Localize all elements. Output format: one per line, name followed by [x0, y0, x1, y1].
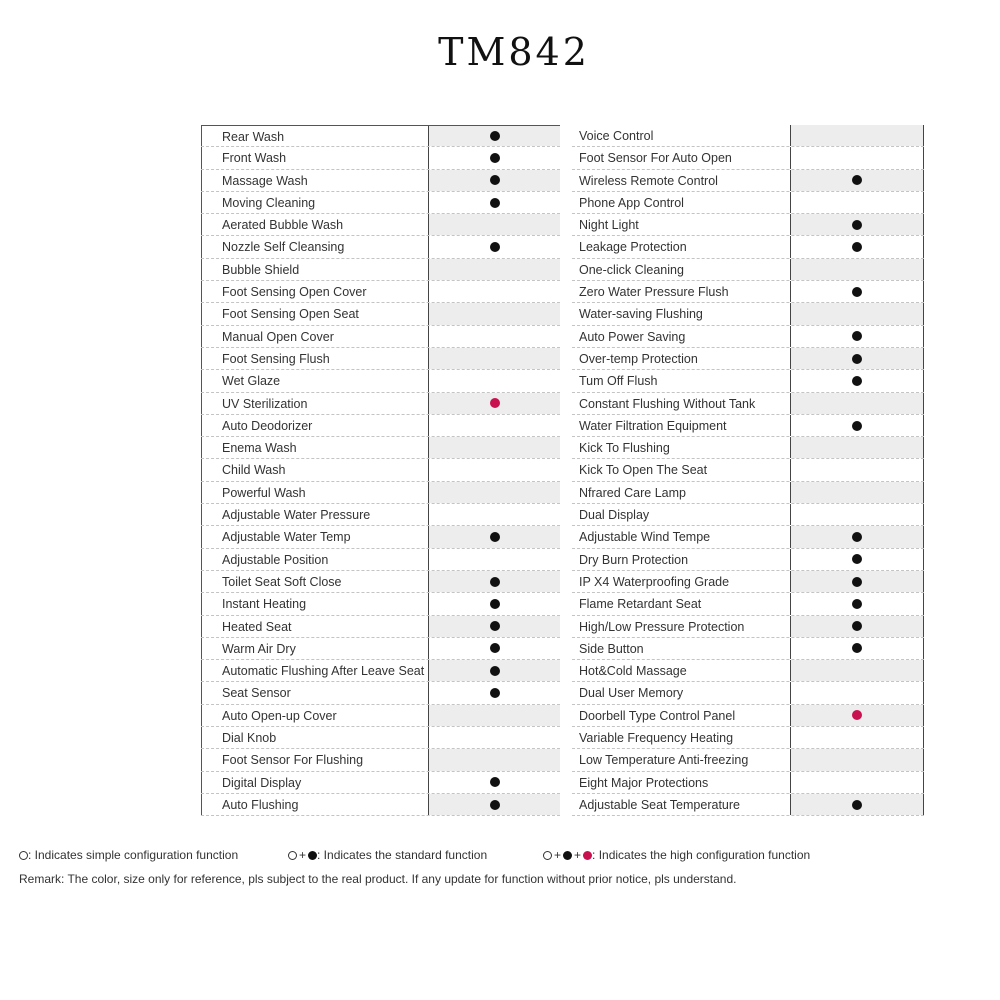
legend-high [543, 848, 810, 862]
feature-mark-cell [790, 616, 924, 637]
feature-row [201, 437, 560, 459]
black-dot-icon [852, 354, 862, 364]
feature-mark-cell [428, 549, 560, 570]
legend-high-text: : Indicates the high configuration function [592, 848, 811, 862]
feature-name: Water Filtration Equipment [579, 418, 727, 433]
feature-mark-cell [790, 348, 924, 369]
feature-name: Dual Display [579, 508, 650, 523]
feature-row [201, 772, 560, 794]
feature-row [201, 415, 560, 437]
feature-name: IP X4 Waterproofing Grade [579, 574, 730, 589]
feature-name: Adjustable Position [201, 549, 428, 570]
feature-row [201, 749, 560, 771]
feature-name: One-click Cleaning [579, 262, 684, 277]
feature-mark-cell [790, 571, 924, 592]
feature-mark-cell [428, 459, 560, 480]
feature-row [201, 593, 560, 615]
feature-row [572, 281, 924, 303]
feature-mark-cell [790, 727, 924, 748]
feature-row [572, 482, 924, 504]
feature-name: Manual Open Cover [201, 326, 428, 347]
feature-row [572, 504, 924, 526]
page-title: TM842 [438, 30, 590, 74]
feature-row [201, 170, 560, 192]
black-dot-icon [852, 376, 862, 386]
feature-row [201, 303, 560, 325]
feature-name: Foot Sensor For Auto Open [579, 151, 732, 166]
feature-row [572, 259, 924, 281]
feature-row [201, 660, 560, 682]
feature-mark-cell [790, 370, 924, 391]
feature-mark-cell [790, 705, 924, 726]
feature-row [201, 549, 560, 571]
feature-mark-cell [428, 682, 560, 703]
black-dot-icon [490, 800, 500, 810]
feature-row [572, 170, 924, 192]
feature-mark-cell [428, 326, 560, 347]
black-dot-icon [852, 175, 862, 185]
feature-mark-cell [428, 616, 560, 637]
feature-name: Bubble Shield [201, 259, 428, 280]
black-dot-icon [852, 554, 862, 564]
feature-mark-cell [428, 126, 560, 146]
feature-name: Over-temp Protection [579, 351, 698, 366]
black-dot-icon [852, 621, 862, 631]
feature-name: Tum Off Flush [579, 374, 658, 389]
feature-name: Enema Wash [201, 437, 428, 458]
feature-mark-cell [790, 393, 924, 414]
feature-mark-cell [790, 772, 924, 793]
feature-mark-cell [428, 727, 560, 748]
black-dot-icon [490, 153, 500, 163]
feature-row [201, 236, 560, 258]
feature-row [572, 348, 924, 370]
feature-name: Auto Flushing [201, 794, 428, 815]
feature-mark-cell [790, 482, 924, 503]
feature-row [201, 281, 560, 303]
feature-name: Nfrared Care Lamp [579, 485, 686, 500]
feature-name: Dial Knob [201, 727, 428, 748]
black-dot-icon [563, 851, 572, 860]
feature-name: Zero Water Pressure Flush [579, 285, 729, 300]
feature-name: Low Temperature Anti-freezing [579, 753, 749, 768]
black-dot-icon [490, 643, 500, 653]
feature-mark-cell [790, 303, 924, 324]
black-dot-icon [852, 532, 862, 542]
black-dot-icon [490, 131, 500, 141]
black-dot-icon [852, 599, 862, 609]
feature-mark-cell [428, 772, 560, 793]
feature-row [201, 705, 560, 727]
feature-mark-cell [790, 749, 924, 770]
feature-row [572, 526, 924, 548]
black-dot-icon [490, 599, 500, 609]
black-dot-icon [852, 800, 862, 810]
feature-mark-cell [428, 482, 560, 503]
black-dot-icon [490, 577, 500, 587]
feature-name: Dry Burn Protection [579, 552, 689, 567]
feature-table [201, 125, 924, 817]
black-dot-icon [490, 198, 500, 208]
feature-mark-cell [428, 705, 560, 726]
feature-row [201, 794, 560, 816]
feature-mark-cell [428, 214, 560, 235]
feature-row [572, 772, 924, 794]
feature-row [201, 682, 560, 704]
feature-row [572, 192, 924, 214]
feature-row [201, 616, 560, 638]
feature-row [201, 727, 560, 749]
feature-name: Seat Sensor [201, 682, 428, 703]
feature-name: Side Button [579, 641, 644, 656]
feature-name: Massage Wash [201, 170, 428, 191]
feature-row [201, 192, 560, 214]
open-circle-icon [19, 851, 28, 860]
feature-mark-cell [428, 749, 560, 770]
feature-mark-cell [428, 571, 560, 592]
feature-name: Nozzle Self Cleansing [201, 236, 428, 257]
feature-mark-cell [790, 326, 924, 347]
feature-name: Adjustable Water Temp [201, 526, 428, 547]
feature-mark-cell [428, 794, 560, 815]
feature-mark-cell [428, 638, 560, 659]
feature-name: Moving Cleaning [201, 192, 428, 213]
feature-name: Wet Glaze [201, 370, 428, 391]
feature-row [572, 549, 924, 571]
feature-mark-cell [428, 526, 560, 547]
feature-mark-cell [790, 170, 924, 191]
feature-row [572, 214, 924, 236]
feature-mark-cell [790, 214, 924, 235]
feature-row [572, 393, 924, 415]
feature-row [572, 794, 924, 816]
feature-mark-cell [790, 459, 924, 480]
feature-mark-cell [790, 794, 924, 815]
feature-row [572, 303, 924, 325]
feature-name: Flame Retardant Seat [579, 597, 702, 612]
feature-name: Auto Open-up Cover [201, 705, 428, 726]
feature-row [572, 125, 924, 147]
feature-mark-cell [790, 236, 924, 257]
feature-row [201, 526, 560, 548]
feature-mark-cell [428, 504, 560, 525]
feature-row [572, 638, 924, 660]
black-dot-icon [852, 242, 862, 252]
feature-row [201, 571, 560, 593]
feature-row [572, 147, 924, 169]
feature-name: Hot&Cold Massage [579, 664, 687, 679]
feature-mark-cell [790, 147, 924, 168]
black-dot-icon [852, 287, 862, 297]
feature-row [572, 616, 924, 638]
feature-mark-cell [790, 593, 924, 614]
black-dot-icon [490, 621, 500, 631]
feature-name: Toilet Seat Soft Close [201, 571, 428, 592]
feature-row [201, 259, 560, 281]
feature-name: Auto Power Saving [579, 329, 686, 344]
feature-mark-cell [428, 415, 560, 436]
feature-name: Automatic Flushing After Leave Seat [201, 660, 428, 681]
feature-name: Adjustable Wind Tempe [579, 530, 711, 545]
black-dot-icon [490, 688, 500, 698]
feature-row [572, 459, 924, 481]
feature-row [572, 705, 924, 727]
feature-name: Water-saving Flushing [579, 307, 703, 322]
open-circle-icon [543, 851, 552, 860]
feature-mark-cell [428, 147, 560, 168]
feature-row [201, 482, 560, 504]
feature-name: Foot Sensing Open Cover [201, 281, 428, 302]
black-dot-icon [490, 666, 500, 676]
feature-row [572, 727, 924, 749]
feature-mark-cell [428, 281, 560, 302]
feature-name: Eight Major Protections [579, 775, 709, 790]
black-dot-icon [308, 851, 317, 860]
feature-name: Warm Air Dry [201, 638, 428, 659]
feature-mark-cell [790, 281, 924, 302]
black-dot-icon [490, 242, 500, 252]
feature-row [201, 214, 560, 236]
feature-mark-cell [428, 437, 560, 458]
feature-mark-cell [790, 549, 924, 570]
feature-mark-cell [428, 259, 560, 280]
feature-row [201, 326, 560, 348]
feature-name: Instant Heating [201, 593, 428, 614]
black-dot-icon [490, 777, 500, 787]
feature-row [572, 749, 924, 771]
feature-name: Voice Control [579, 129, 654, 143]
feature-name: Heated Seat [201, 616, 428, 637]
feature-name: Wireless Remote Control [579, 173, 718, 188]
feature-row [201, 638, 560, 660]
feature-mark-cell [428, 348, 560, 369]
black-dot-icon [852, 643, 862, 653]
feature-mark-cell [790, 682, 924, 703]
feature-row [201, 370, 560, 392]
feature-row [572, 593, 924, 615]
red-dot-icon [852, 710, 862, 720]
feature-mark-cell [790, 415, 924, 436]
feature-mark-cell [790, 259, 924, 280]
feature-mark-cell [428, 370, 560, 391]
feature-row [201, 147, 560, 169]
feature-name: Front Wash [201, 147, 428, 168]
feature-mark-cell [428, 393, 560, 414]
black-dot-icon [490, 532, 500, 542]
feature-name: Foot Sensing Open Seat [201, 303, 428, 324]
black-dot-icon [852, 577, 862, 587]
remark-text: Remark: The color, size only for reference, pls subject to the real product. If any update for function without prior notice, pls understand. [19, 872, 737, 886]
feature-name: Adjustable Water Pressure [201, 504, 428, 525]
legend-standard-text: : Indicates the standard function [317, 848, 488, 862]
feature-row [572, 437, 924, 459]
feature-name: High/Low Pressure Protection [579, 619, 745, 634]
feature-name: Digital Display [201, 772, 428, 793]
legend-simple-text: : Indicates simple configuration function [28, 848, 239, 862]
feature-row [572, 415, 924, 437]
feature-name: Auto Deodorizer [201, 415, 428, 436]
plus-sign: + [554, 848, 562, 862]
feature-row [572, 326, 924, 348]
black-dot-icon [852, 331, 862, 341]
feature-name: Kick To Flushing [579, 441, 670, 456]
feature-name: Rear Wash [201, 126, 428, 146]
open-circle-icon [288, 851, 297, 860]
feature-name: Dual User Memory [579, 686, 684, 701]
feature-name: Aerated Bubble Wash [201, 214, 428, 235]
feature-mark-cell [790, 638, 924, 659]
feature-row [201, 125, 560, 147]
feature-column-right [572, 125, 924, 816]
feature-mark-cell [790, 437, 924, 458]
feature-mark-cell [428, 170, 560, 191]
feature-name: Doorbell Type Control Panel [579, 708, 736, 723]
feature-row [572, 660, 924, 682]
feature-mark-cell [428, 192, 560, 213]
feature-row [572, 236, 924, 258]
black-dot-icon [490, 175, 500, 185]
feature-name: Leakage Protection [579, 240, 687, 255]
feature-row [201, 393, 560, 415]
red-dot-icon [583, 851, 592, 860]
feature-row [201, 459, 560, 481]
feature-name: Powerful Wash [201, 482, 428, 503]
feature-name: Child Wash [201, 459, 428, 480]
feature-row [572, 571, 924, 593]
feature-mark-cell [790, 526, 924, 547]
feature-mark-cell [790, 192, 924, 213]
red-dot-icon [490, 398, 500, 408]
black-dot-icon [852, 421, 862, 431]
feature-mark-cell [428, 303, 560, 324]
feature-row [201, 504, 560, 526]
feature-name: UV Sterilization [201, 393, 428, 414]
black-dot-icon [852, 220, 862, 230]
plus-sign: + [299, 848, 307, 862]
feature-mark-cell [428, 660, 560, 681]
feature-name: Kick To Open The Seat [579, 463, 708, 478]
feature-name: Foot Sensing Flush [201, 348, 428, 369]
feature-name: Adjustable Seat Temperature [579, 797, 740, 812]
plus-sign: + [574, 848, 582, 862]
legend-simple [19, 848, 238, 862]
legend-standard [288, 848, 487, 862]
feature-mark-cell [790, 504, 924, 525]
feature-name: Phone App Control [579, 195, 684, 210]
feature-name: Foot Sensor For Flushing [201, 749, 428, 770]
feature-column-left [201, 125, 560, 816]
feature-mark-cell [790, 125, 924, 146]
feature-name: Constant Flushing Without Tank [579, 396, 756, 411]
feature-name: Night Light [579, 218, 639, 233]
feature-mark-cell [790, 660, 924, 681]
feature-mark-cell [428, 593, 560, 614]
feature-mark-cell [428, 236, 560, 257]
feature-row [572, 682, 924, 704]
feature-name: Variable Frequency Heating [579, 731, 734, 746]
feature-row [201, 348, 560, 370]
feature-row [572, 370, 924, 392]
